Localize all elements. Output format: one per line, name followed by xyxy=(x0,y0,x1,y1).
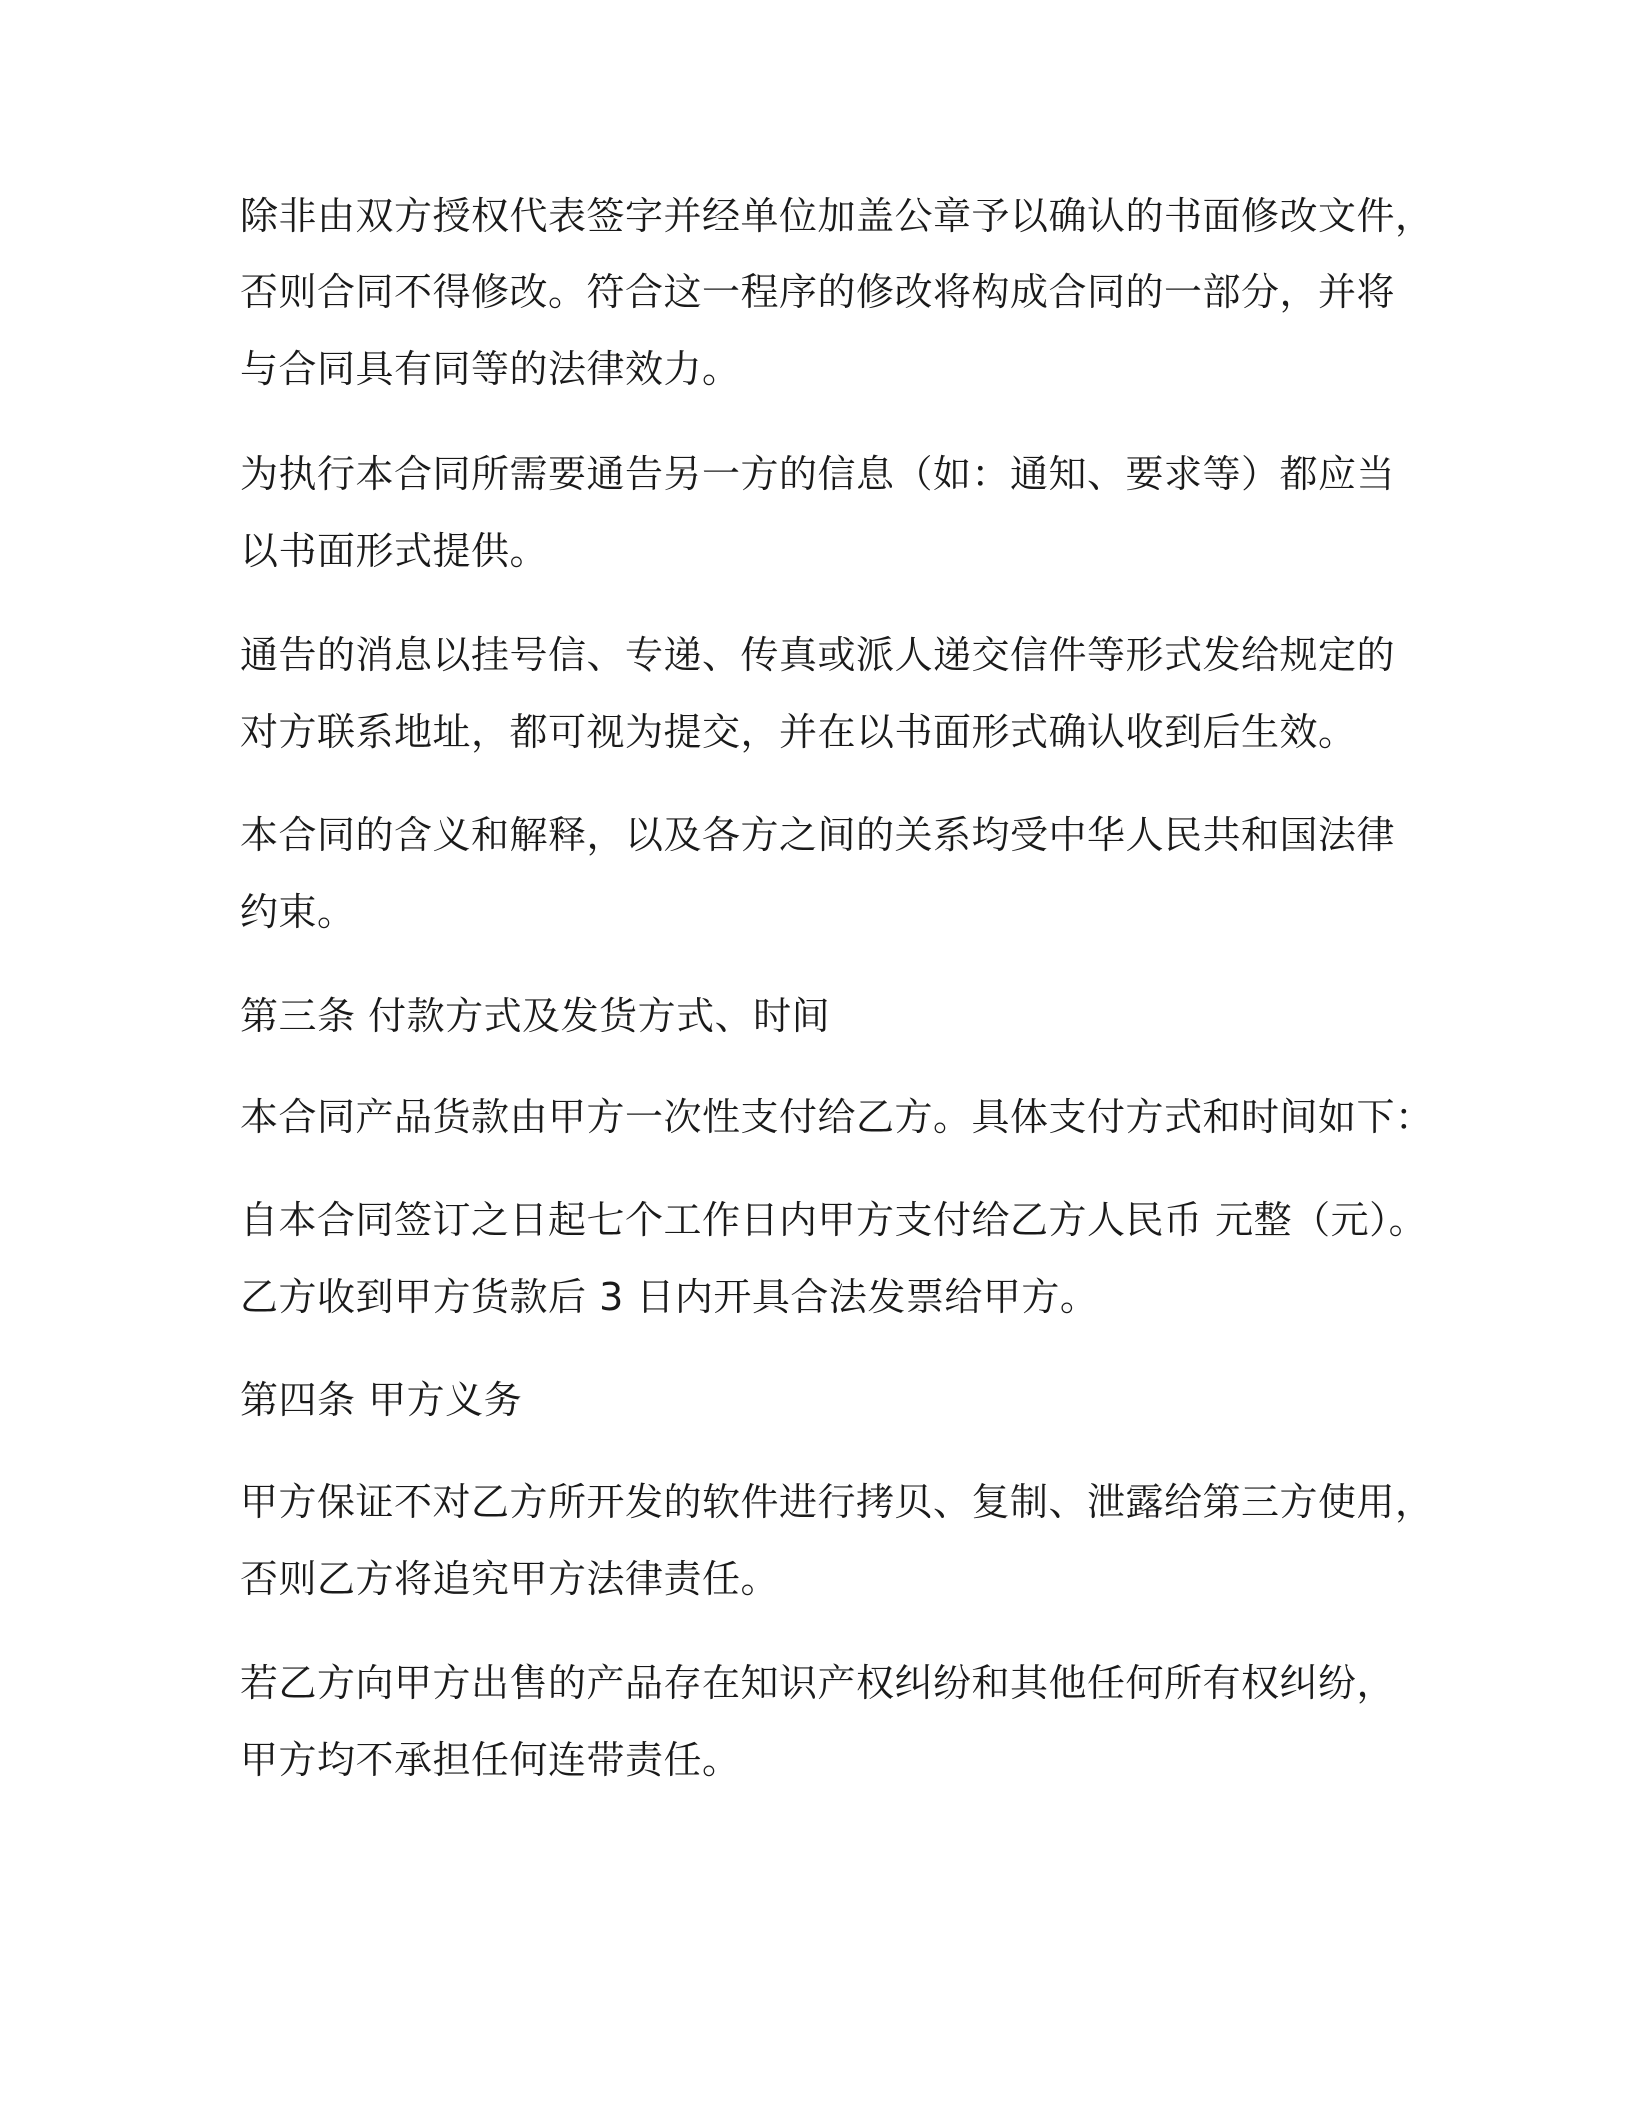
paragraph-line: 对方联系地址，都可视为提交，并在以书面形式确认收到后生效。 xyxy=(240,710,1357,754)
paragraph-line: 除非由双方授权代表签字并经单位加盖公章予以确认的书面修改文件， xyxy=(240,194,1434,238)
paragraph-line: 通告的消息以挂号信、专递、传真或派人递交信件等形式发给规定的 xyxy=(240,633,1396,677)
paragraph-line: 以书面形式提供。 xyxy=(240,529,549,573)
paragraph-line: 约束。 xyxy=(240,890,356,934)
section-heading: 第三条 付款方式及发货方式、时间 xyxy=(240,994,831,1038)
paragraph-line: 若乙方向甲方出售的产品存在知识产权纠纷和其他任何所有权纠纷， xyxy=(240,1661,1396,1705)
paragraph-line: 否则合同不得修改。符合这一程序的修改将构成合同的一部分，并将 xyxy=(240,270,1396,314)
section-heading: 第四条 甲方义务 xyxy=(240,1378,523,1422)
paragraph-line: 甲方均不承担任何连带责任。 xyxy=(240,1738,741,1782)
paragraph-line: 乙方收到甲方货款后 3 日内开具合法发票给甲方。 xyxy=(240,1275,1099,1319)
paragraph-line: 与合同具有同等的法律效力。 xyxy=(240,347,741,391)
paragraph-line: 本合同的含义和解释，以及各方之间的关系均受中华人民共和国法律 xyxy=(240,813,1396,857)
paragraph-line: 甲方保证不对乙方所开发的软件进行拷贝、复制、泄露给第三方使用， xyxy=(240,1480,1434,1524)
paragraph-line: 本合同产品货款由甲方一次性支付给乙方。具体支付方式和时间如下： xyxy=(240,1095,1434,1139)
paragraph-line: 否则乙方将追究甲方法律责任。 xyxy=(240,1557,780,1601)
paragraph-line: 为执行本合同所需要通告另一方的信息（如：通知、要求等）都应当 xyxy=(240,452,1396,496)
paragraph-line: 自本合同签订之日起七个工作日内甲方支付给乙方人民币 元整（元）。 xyxy=(240,1198,1428,1242)
